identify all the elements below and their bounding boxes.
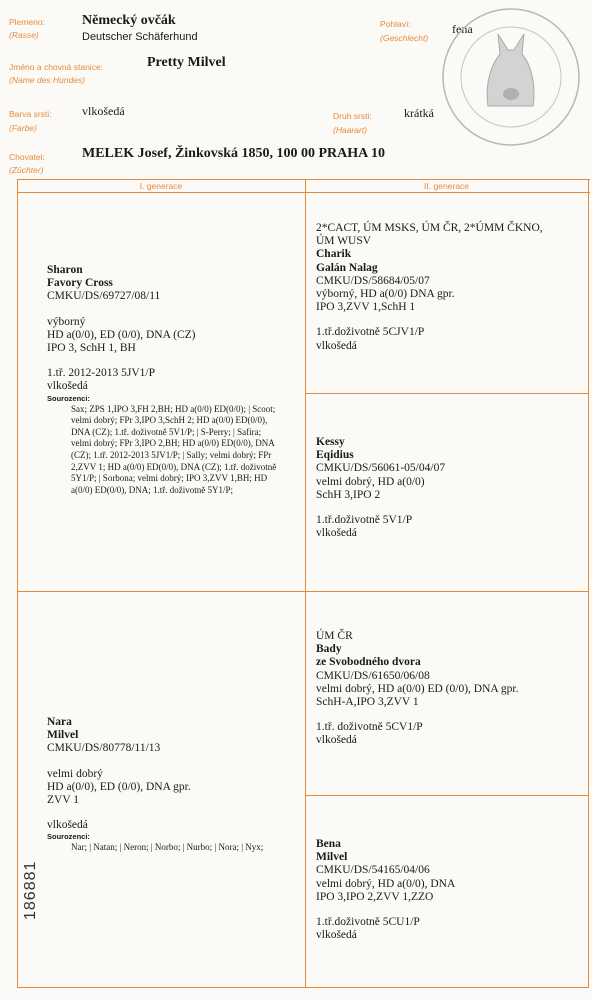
dam-siblings-label: Sourozenci: [47,832,90,842]
dam-grade: velmi dobrý [47,767,103,780]
granddam-paternal-grade: velmi dobrý, HD a(0/0) [316,475,425,488]
grandsire-paternal-class: 1.tř.doživotně 5CJV1/P [316,326,425,339]
color-label: Barva srsti: (Farbe) [9,109,52,133]
granddam-paternal-class: 1.tř.doživotně 5V1/P [316,514,413,527]
dam-health: HD a(0/0), ED (0/0), DNA gpr. [47,780,191,793]
granddam-maternal-reg: CMKU/DS/54165/04/06 [316,864,430,877]
dam-name: Nara [47,716,72,728]
dam-color: vlkošedá [47,819,88,832]
grandsire-maternal-name: Bady [316,643,342,656]
granddam-maternal-exams: IPO 3,IPO 2,ZVV 1,ZZO [316,890,434,903]
sire-siblings: Sax; ZPS 1,IPO 3,FH 2,BH; HD a(0/0) ED(0/0); | Scoot; velmi dobrý; FPr 3,IPO 3,SchH 2; HD a(0/0) ED(0/0), DNA (CZ); 1.tř. doživotně 5V1/P; | S-Perry; | Safira; velmi dobrý; FPr 3,IPO 2,BH; HD a(0/0) ED(0/0), DNA (CZ); 1.tř. 2012-2013 5JV1/P; | Sally; velmi dobrý; FPr 2,ZVV 1; HD a(0/0) ED(0/0), DNA (CZ); 1.tř. doživotně 5Y1/P; | Sorbona; velmi dobrý; IPO 3,ZVV 1,BH; HD a(0/0) ED(0/0), DNA; 1.tř. doživotně 5Y1/P; [71,403,277,495]
sire-dam-divider [17,591,589,592]
dam-entry [47,716,297,854]
table-top-border [17,179,590,180]
granddam-maternal-grade: velmi dobrý, HD a(0/0), DNA [316,877,456,890]
dam-exams: ZVV 1 [47,794,80,807]
color-value: vlkošedá [82,104,125,118]
grandsire-paternal-reg: CMKU/DS/58684/05/07 [316,274,430,287]
sex-label: Pohlaví: (Geschlecht) [380,19,429,43]
grandsire-maternal-entry [316,630,584,748]
granddam-paternal-color: vlkošedá [316,527,357,540]
grandsire-paternal-titles: 2*CACT, ÚM MSKS, ÚM ČR, 2*ÚMM ČKNO, [316,222,543,234]
generation-divider [305,179,306,987]
grandsire-paternal-kennel: Galán Nalag [316,261,378,274]
grandsire-maternal-exams: SchH-A,IPO 3,ZVV 1 [316,696,419,709]
breed-club-stamp [440,6,582,148]
sire-color: vlkošedá [47,380,88,393]
sire-health: HD a(0/0), ED (0/0), DNA (CZ) [47,328,196,341]
header-bottom-border [17,192,590,193]
sire-name: Sharon [47,264,83,276]
grandsire-paternal-color: vlkošedá [316,339,357,352]
table-right-border [588,179,589,987]
dam-siblings: Nar; | Natan; | Neron; | Norbo; | Nurbo; | Nora; | Nyx; [71,842,264,853]
coat-value: krátká [404,106,434,120]
sire-siblings-label: Sourozenci: [47,393,90,403]
granddam-paternal-reg: CMKU/DS/56061-05/04/07 [316,462,446,475]
grandsire-paternal-name: Charik [316,248,352,261]
gen2-divider-1 [305,393,589,394]
breeder-value: MELEK Josef, Žinkovská 1850, 100 00 PRAHA 10 [82,146,385,161]
grandsire-paternal-titles-2: ÚM WUSV [316,235,372,248]
granddam-maternal-name: Bena [316,838,341,850]
gen2-divider-3 [305,795,589,796]
sire-kennel: Favory Cross [47,277,113,290]
dam-kennel: Milvel [47,729,79,742]
grandsire-maternal-class: 1.tř. doživotně 5CV1/P [316,721,423,734]
grandsire-paternal-exams: IPO 3,ZVV 1,SchH 1 [316,301,416,314]
breed-value-de: Deutscher Schäferhund [82,31,198,43]
dam-reg: CMKU/DS/80778/11/13 [47,742,161,755]
table-bottom-border [17,987,589,988]
sire-exams: IPO 3, SchH 1, BH [47,342,136,355]
breed-label: Plemeno: (Rasse) [9,17,45,40]
grandsire-paternal-entry [316,222,584,353]
granddam-maternal-kennel: Milvel [316,851,348,864]
sire-reg: CMKU/DS/69727/08/11 [47,290,161,303]
gen1-heading: I. generace [139,181,183,191]
sex-value: fena [452,22,473,36]
breeder-label: Chovatel: (Züchter) [9,152,45,175]
granddam-paternal-entry [316,436,584,540]
sire-class: 1.tř. 2012-2013 5JV1/P [47,367,155,380]
grandsire-maternal-titles: ÚM ČR [316,630,353,642]
granddam-paternal-name: Kessy [316,436,345,448]
name-label: Jméno a chovná stanice: (Name des Hundes) [9,62,104,85]
granddam-paternal-exams: SchH 3,IPO 2 [316,488,381,501]
granddam-maternal-entry [316,838,584,942]
dog-name: Pretty Milvel [147,55,226,70]
sire-entry [47,264,297,496]
granddam-paternal-kennel: Eqidius [316,449,354,462]
grandsire-maternal-kennel: ze Svobodného dvora [316,656,421,669]
grandsire-maternal-grade: velmi dobrý, HD a(0/0) ED (0/0), DNA gpr. [316,682,519,695]
coat-label: Druh srsti: (Haarart) [333,111,372,135]
grandsire-maternal-reg: CMKU/DS/61650/06/08 [316,669,430,682]
sire-grade: výborný [47,315,86,328]
register-number: 186881 [22,860,39,920]
granddam-maternal-color: vlkošedá [316,929,357,942]
gen2-heading: II. generace [424,181,469,191]
grandsire-maternal-color: vlkošedá [316,734,357,747]
breed-value: Německý ovčák [82,13,176,28]
table-left-border [17,179,18,987]
grandsire-paternal-grade: výborný, HD a(0/0) DNA gpr. [316,288,455,301]
granddam-maternal-class: 1.tř.doživotně 5CU1/P [316,916,420,929]
